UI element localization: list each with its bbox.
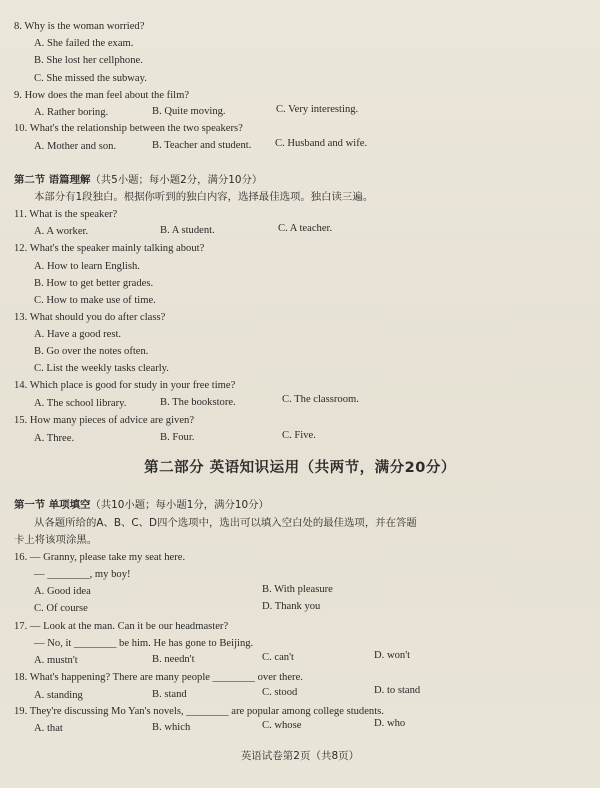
option-13b: B. Go over the notes often. <box>34 346 149 357</box>
section-single-note: （共10小题；每小题1分，满分10分） <box>90 499 269 511</box>
option-16d: D. Thank you <box>262 601 321 612</box>
option-9a: A. Rather boring. <box>34 107 109 118</box>
option-19b: B. which <box>152 722 191 733</box>
option-9c: C. Very interesting. <box>276 104 359 115</box>
option-8c: C. She missed the subway. <box>34 73 147 84</box>
section-two-instruction: 本部分有1段独白。根据你听到的独白内容，选择最佳选项。独白读三遍。 <box>34 191 374 203</box>
option-14b: B. The bookstore. <box>160 397 236 408</box>
option-17d: D. won't <box>374 650 411 661</box>
part-two-title: 第二部分 英语知识运用（共两节，满分20分） <box>144 460 456 476</box>
page-footer: 英语试卷第2页（共8页） <box>240 750 360 762</box>
question-14: 14. Which place is good for study in your free time? <box>14 380 236 391</box>
option-13a: A. Have a good rest. <box>34 329 122 340</box>
option-18c: C. stood <box>262 687 298 698</box>
option-19a: A. that <box>34 723 63 734</box>
option-15a: A. Three. <box>34 433 75 444</box>
question-18: 18. What's happening? There are many people ________ over there. <box>14 672 303 683</box>
section-two-title: 第二节 语篇理解 <box>14 174 91 186</box>
option-19d: D. who <box>374 718 406 729</box>
option-10b: B. Teacher and student. <box>152 140 252 151</box>
question-16-response: — ________, my boy! <box>34 569 131 580</box>
question-10: 10. What's the relationship between the two speakers? <box>14 123 243 134</box>
option-8a: A. She failed the exam. <box>34 38 134 49</box>
option-16c: C. Of course <box>34 603 88 614</box>
option-12b: B. How to get better grades. <box>34 278 154 289</box>
option-19c: C. whose <box>262 720 302 731</box>
option-15b: B. Four. <box>160 432 195 443</box>
section-single-instruction-2: 卡上将该项涂黑。 <box>14 534 98 546</box>
option-14a: A. The school library. <box>34 398 127 409</box>
option-11c: C. A teacher. <box>278 223 333 234</box>
option-10c: C. Husband and wife. <box>275 138 368 149</box>
question-13: 13. What should you do after class? <box>14 312 166 323</box>
question-8: 8. Why is the woman worried? <box>14 21 145 32</box>
option-16b: B. With pleasure <box>262 584 333 595</box>
section-single-title: 第一节 单项填空 <box>14 499 91 511</box>
question-9: 9. How does the man feel about the film? <box>14 90 190 101</box>
option-11a: A. A worker. <box>34 226 89 237</box>
option-18a: A. standing <box>34 690 83 701</box>
option-13c: C. List the weekly tasks clearly. <box>34 363 169 374</box>
option-12c: C. How to make use of time. <box>34 295 156 306</box>
option-17b: B. needn't <box>152 654 195 665</box>
section-two-heading <box>14 173 262 188</box>
option-17c: C. can't <box>262 652 294 663</box>
option-12a: A. How to learn English. <box>34 261 140 272</box>
option-9b: B. Quite moving. <box>152 106 226 117</box>
section-two-note: （共5小题；每小题2分，满分10分） <box>90 174 263 186</box>
question-17: 17. — Look at the man. Can it be our headmaster? <box>14 621 229 632</box>
option-17a: A. mustn't <box>34 655 78 666</box>
option-11b: B. A student. <box>160 225 215 236</box>
question-11: 11. What is the speaker? <box>14 209 118 220</box>
option-16a: A. Good idea <box>34 586 91 597</box>
question-12: 12. What's the speaker mainly talking about? <box>14 243 205 254</box>
option-10a: A. Mother and son. <box>34 141 117 152</box>
question-16: 16. — Granny, please take my seat here. <box>14 552 186 563</box>
option-18d: D. to stand <box>374 685 421 696</box>
question-19: 19. They're discussing Mo Yan's novels, ________ are popular among college students. <box>14 706 384 717</box>
option-8b: B. She lost her cellphone. <box>34 55 143 66</box>
question-15: 15. How many pieces of advice are given? <box>14 415 195 426</box>
section-single-instruction-1: 从各题所给的A、B、C、D四个选项中，选出可以填入空白处的最佳选项，并在答题 <box>34 517 417 529</box>
question-17-response: — No, it ________ be him. He has gone to Beijing. <box>34 638 254 649</box>
section-single-heading <box>14 498 269 513</box>
option-15c: C. Five. <box>282 430 316 441</box>
option-18b: B. stand <box>152 689 187 700</box>
option-14c: C. The classroom. <box>282 394 359 405</box>
